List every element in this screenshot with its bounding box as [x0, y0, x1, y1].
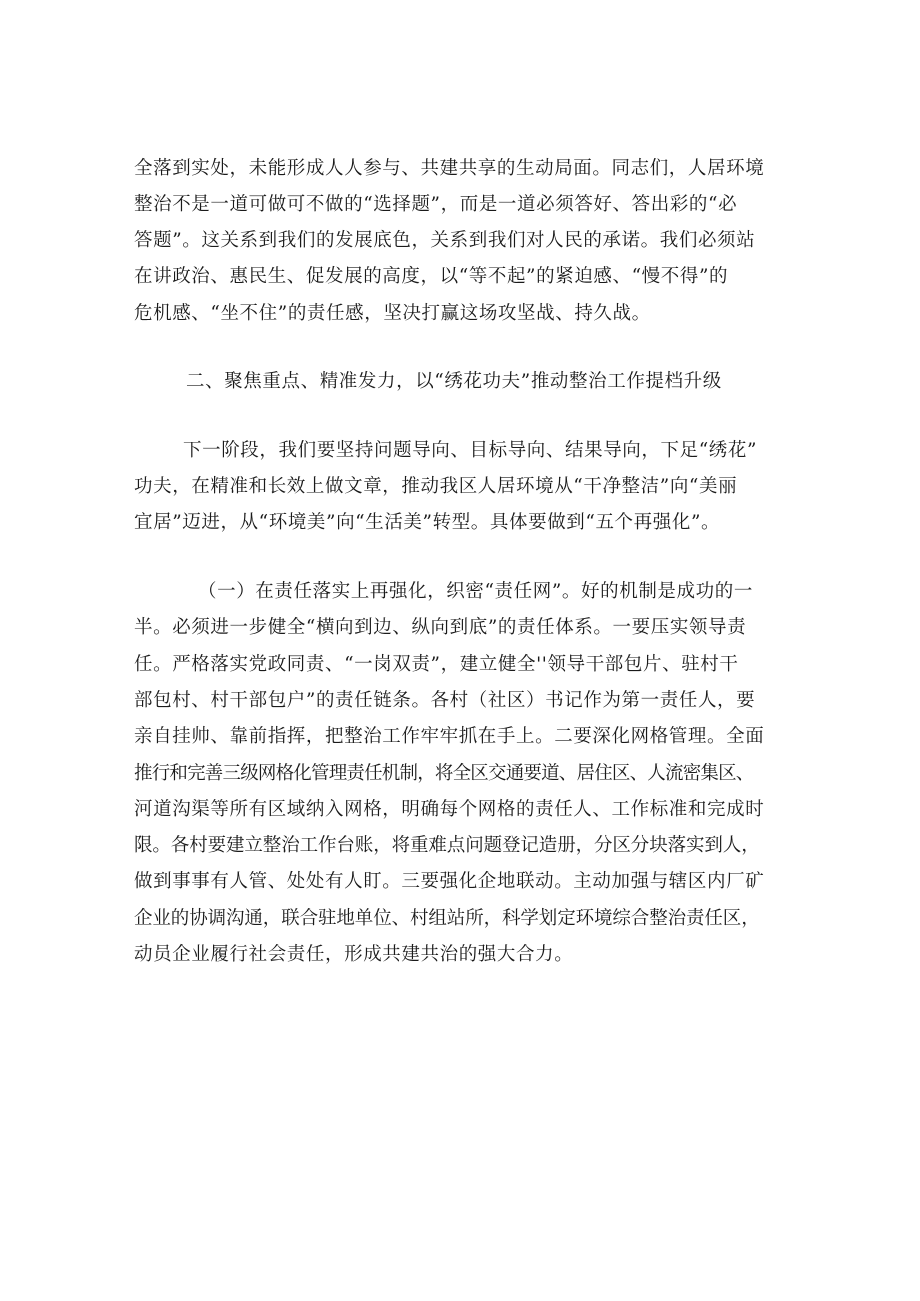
section-heading: 二、聚焦重点、精准发力，以“绣花功夫”推动整治工作提档升级: [186, 371, 722, 392]
text-line: 半。必须进一步健全“横向到边、纵向到底”的责任体系。一要压实领导责: [134, 617, 747, 638]
text-line: 下一阶段，我们要坚持问题导向、目标导向、结果导向，下足“绣花”: [183, 440, 758, 461]
text-line: 推行和完善三级网格化管理责任机制，将全区交通要道、居住区、人流密集区、: [134, 763, 754, 784]
text-line: 危机感、“坐不住”的责任感，坚决打赢这场攻坚战、持久战。: [134, 303, 651, 324]
text-line: 河道沟渠等所有区域纳入网格，明确每个网格的责任人、工作标准和完成时: [134, 799, 765, 820]
text-line: 整治不是一道可做可不做的“选择题”，而是一道必须答好、答出彩的“必: [134, 194, 738, 215]
text-line: 限。各村要建立整治工作台账，将重难点问题登记造册，分区分块落实到人，: [134, 835, 760, 856]
text-line: 部包村、村干部包户”的责任链条。各村（社区）书记作为第一责任人，要: [134, 690, 756, 711]
text-line: 答题”。这关系到我们的发展底色，关系到我们对人民的承诺。我们必须站: [134, 230, 756, 251]
text-line: 动员企业履行社会责任，形成共建共治的强大合力。: [134, 944, 574, 965]
text-line: 在讲政治、惠民生、促发展的高度，以“等不起”的紧迫感、“慢不得”的: [134, 266, 729, 287]
text-line: 企业的协调沟通，联合驻地单位、村组站所，科学划定环境综合整治责任区，: [134, 908, 760, 929]
subsection-heading-line: （一）在责任落实上再强化，织密“责任网”。好的机制是成功的一: [198, 581, 753, 602]
text-line: 宜居”迈进，从“环境美”向“生活美”转型。具体要做到“五个再强化”。: [134, 512, 721, 533]
text-line: 亲自挂帅、靠前指挥，把整治工作牢牢抓在手上。二要深化网格管理。全面: [134, 726, 765, 747]
text-line: 功夫，在精准和长效上做文章，推动我区人居环境从“干净整洁”向“美丽: [134, 476, 738, 497]
text-line: 做到事事有人管、处处有人盯。三要强化企地联动。主动加强与辖区内厂矿: [134, 871, 765, 892]
text-line: 全落到实处，未能形成人人参与、共建共享的生动局面。同志们，人居环境: [134, 158, 765, 179]
text-line: 任。严格落实党政同责、“一岗双责”，建立健全''领导干部包片、驻村干: [134, 654, 739, 675]
